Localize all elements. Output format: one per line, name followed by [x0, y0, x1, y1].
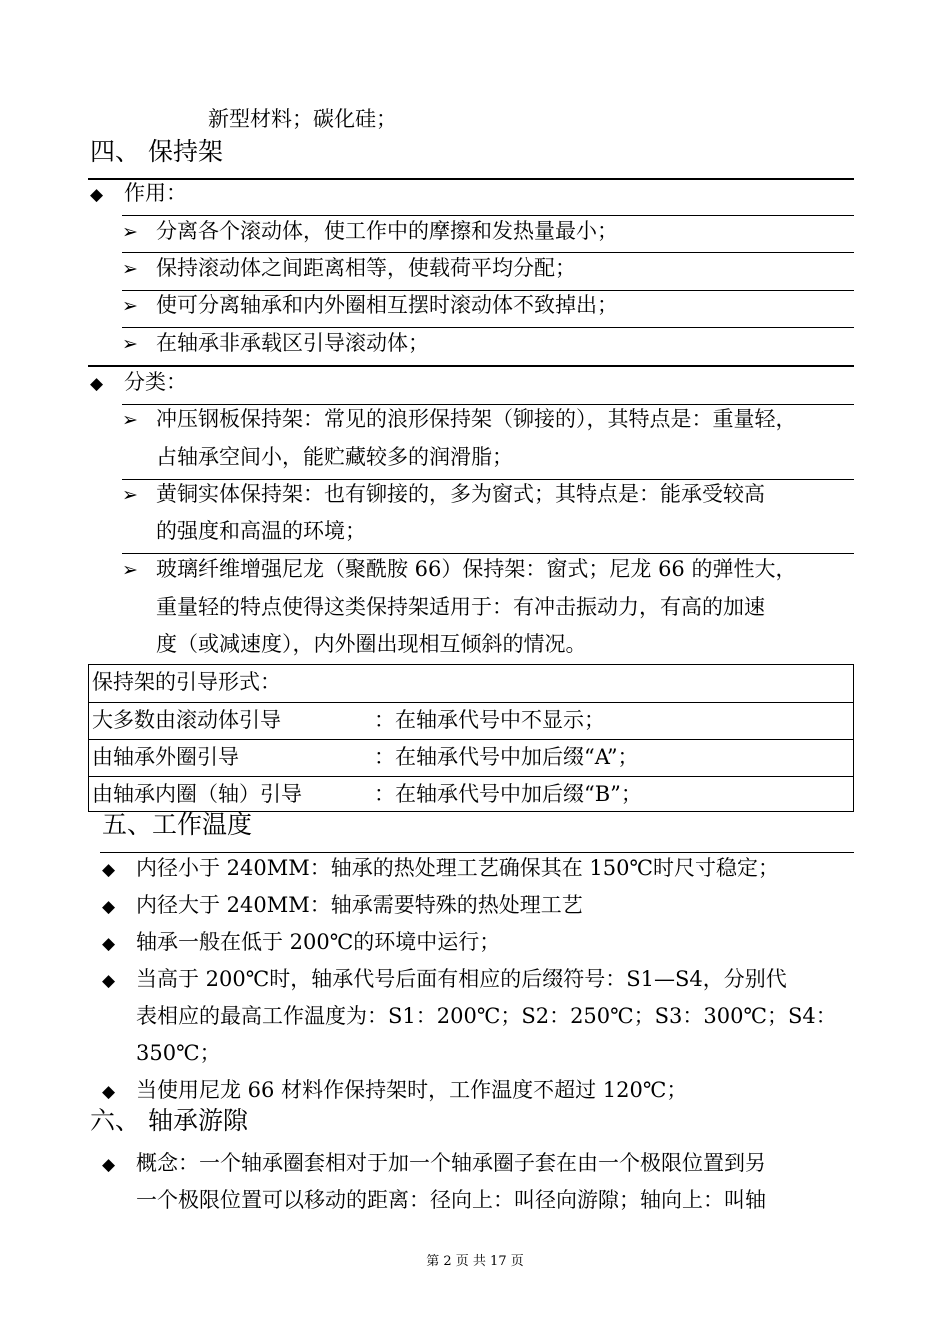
class-heading	[90, 369, 187, 397]
function-label: 作用：	[124, 181, 187, 205]
diamond-bullet-icon: ◆	[90, 185, 104, 205]
arrow-bullet-icon: ➢	[122, 559, 138, 581]
section6-title: 六、 轴承游隙	[90, 1106, 248, 1135]
arrow-bullet-icon: ➢	[122, 221, 138, 243]
section4-title: 四、 保持架	[90, 137, 223, 166]
divider	[88, 178, 854, 180]
table-header: 保持架的引导形式：	[92, 670, 281, 694]
function-item: ➢ 分离各个滚动体，使工作中的摩擦和发热量最小；	[122, 219, 618, 243]
arrow-bullet-icon: ➢	[122, 258, 138, 280]
class-item-continued: 的强度和高温的环境；	[156, 519, 366, 543]
guide-desc: ：在轴承代号中不显示；	[374, 708, 605, 732]
divider	[122, 404, 854, 405]
class-item-continued: 占轴承空间小，能贮藏较多的润滑脂；	[156, 445, 513, 469]
guide-type: 由轴承内圈（轴）引导	[92, 782, 302, 806]
function-heading	[90, 180, 187, 208]
class-item: ➢ 玻璃纤维增强尼龙（聚酰胺 66）保持架：窗式；尼龙 66 的弹性大，	[122, 557, 797, 581]
temp-item: ◆ 轴承一般在低于 200℃的环境中运行；	[102, 929, 500, 957]
guide-desc: ：在轴承代号中加后缀“A”；	[374, 745, 639, 769]
table-row	[89, 665, 853, 702]
class-item: ➢ 黄铜实体保持架：也有铆接的，多为窗式；其特点是：能承受较高	[122, 482, 765, 506]
table-row	[89, 739, 853, 776]
materials-line: 新型材料；碳化硅；	[208, 107, 397, 131]
page-footer: 第 2 页 共 17 页	[426, 1254, 524, 1269]
divider	[122, 327, 854, 328]
divider	[122, 479, 854, 480]
class-item-continued: 重量轻的特点使得这类保持架适用于：有冲击振动力，有高的加速	[156, 595, 765, 619]
diamond-bullet-icon: ◆	[102, 934, 116, 954]
class-label: 分类：	[124, 370, 187, 394]
divider	[122, 215, 854, 216]
diamond-bullet-icon: ◆	[102, 1082, 116, 1102]
diamond-bullet-icon: ◆	[102, 971, 116, 991]
clearance-item: ◆ 概念：一个轴承圈套相对于加一个轴承圈子套在由一个极限位置到另	[102, 1150, 766, 1178]
table-row	[89, 776, 853, 813]
temp-item: ◆ 当使用尼龙 66 材料作保持架时，工作温度不超过 120℃；	[102, 1077, 687, 1105]
divider	[122, 252, 854, 253]
divider	[100, 852, 854, 853]
divider	[122, 290, 854, 291]
function-item: ➢ 使可分离轴承和内外圈相互摆时滚动体不致掉出；	[122, 293, 618, 317]
arrow-bullet-icon: ➢	[122, 409, 138, 431]
diamond-bullet-icon: ◆	[102, 897, 116, 917]
divider	[122, 553, 854, 554]
temp-item: ◆ 内径大于 240MM：轴承需要特殊的热处理工艺	[102, 892, 583, 920]
guide-desc: ：在轴承代号中加后缀“B”；	[374, 782, 642, 806]
guide-type: 大多数由滚动体引导	[92, 708, 281, 732]
temp-item: ◆ 当高于 200℃时，轴承代号后面有相应的后缀符号：S1—S4，分别代	[102, 966, 787, 994]
temp-item-continued: 表相应的最高工作温度为：S1：200℃；S2：250℃；S3：300℃；S4：	[136, 1004, 837, 1028]
divider	[88, 365, 854, 367]
function-item: ➢ 保持滚动体之间距离相等，使载荷平均分配；	[122, 256, 576, 280]
cage-guide-table	[88, 664, 854, 812]
arrow-bullet-icon: ➢	[122, 333, 138, 355]
diamond-bullet-icon: ◆	[90, 374, 104, 394]
diamond-bullet-icon: ◆	[102, 1155, 116, 1175]
section5-title: 五、工作温度	[102, 810, 253, 839]
arrow-bullet-icon: ➢	[122, 484, 138, 506]
diamond-bullet-icon: ◆	[102, 860, 116, 880]
class-item-continued: 度（或减速度），内外圈出现相互倾斜的情况。	[156, 632, 587, 656]
temp-item-continued: 350℃；	[136, 1041, 221, 1065]
arrow-bullet-icon: ➢	[122, 295, 138, 317]
temp-item: ◆ 内径小于 240MM：轴承的热处理工艺确保其在 150℃时尺寸稳定；	[102, 855, 779, 883]
function-item: ➢ 在轴承非承载区引导滚动体；	[122, 331, 429, 355]
guide-type: 由轴承外圈引导	[92, 745, 239, 769]
class-item: ➢ 冲压钢板保持架：常见的浪形保持架（铆接的），其特点是：重量轻，	[122, 407, 797, 431]
clearance-item-continued: 一个极限位置可以移动的距离：径向上：叫径向游隙；轴向上：叫轴	[136, 1188, 766, 1212]
table-row	[89, 702, 853, 739]
